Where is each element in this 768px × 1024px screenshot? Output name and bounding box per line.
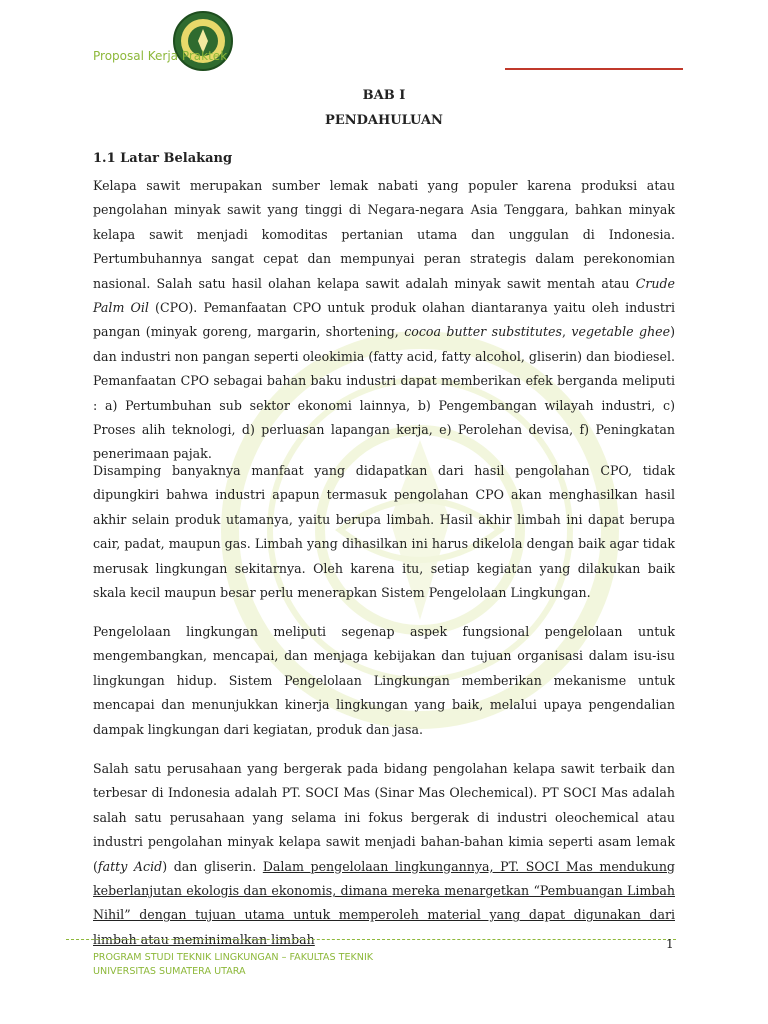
paragraph-4: Salah satu perusahaan yang bergerak pada bidang pengolahan kelapa sawit terbaik dan terbesar di Indonesia adalah PT. SOCI Mas (Sinar Mas Olechemical). PT SOCI Mas adalah salah satu perusahaan yang selama ini fokus bergerak di industri oleochemical atau industri pengolahan minyak kelapa sawit menjadi bahan-bahan kimia seperti asam lemak (fatty Acid) dan gliserin. Dalam pengelolaan lingkungannya, PT. SOCI Mas mendukung keberlanjutan ekologis dan ekonomis, dimana mereka menargetkan “Pembuangan Limbah Nihil” dengan tujuan utama untuk memperoleh material yang dapat digunakan dari limbah atau meminimalkan limbah bbox=[93, 761, 675, 947]
section-heading: 1.1 Latar Belakang bbox=[93, 151, 233, 166]
footer-university: UNIVERSITAS SUMATERA UTARA bbox=[93, 966, 246, 977]
chapter-title: PENDAHULUAN bbox=[325, 113, 443, 128]
paragraph-1: Kelapa sawit merupakan sumber lemak nabati yang populer karena produksi atau pengolahan minyak sawit yang tinggi di Negara-negara Asia Tenggara, bahkan minyak kelapa sawit menjadi komoditas pertanian utama dan unggulan di Indonesia. Pertumbuhannya sangat cepat dan mempunyai peran strategis dalam perekonomian nasional. Salah satu hasil olahan kelapa sawit adalah minyak sawit mentah atau Crude Palm Oil (CPO). Pemanfaatan CPO untuk produk olahan diantaranya yaitu oleh industri pangan (minyak goreng, margarin, shortening, cocoa butter substitutes, vegetable ghee) dan industri non pangan seperti oleokimia (fatty acid, fatty alcohol, gliserin) dan biodiesel. Pemanfaatan CPO sebagai bahan baku industri dapat memberikan efek berganda meliputi : a) Pertumbuhan sub sektor ekonomi lainnya, b) Pengembangan wilayah industri, c) Proses alih teknologi, d) perluasan lapangan kerja, e) Perolehan devisa, f) Peningkatan penerimaan pajak. bbox=[93, 178, 676, 462]
chapter-label: BAB I bbox=[362, 88, 406, 103]
footer-program: PROGRAM STUDI TEKNIK LINGKUNGAN – FAKULTAS TEKNIK bbox=[93, 952, 374, 963]
header-rule bbox=[505, 68, 683, 70]
page-number: 1 bbox=[666, 937, 674, 951]
paragraph-3: Pengelolaan lingkungan meliputi segenap aspek fungsional pengelolaan untuk mengembangkan, mencapai, dan menjaga kebijakan dan tujuan organisasi dalam isu-isu lingkungan hidup. Sistem Pengelolaan Lingkungan memberikan mekanisme untuk mencapai dan menunjukkan kinerja lingkungan yang baik, melalui upaya pengendalian dampak lingkungan dari kegiatan, produk dan jasa. bbox=[93, 624, 675, 737]
footer-divider bbox=[66, 939, 676, 940]
header-title: Proposal Kerja Praktek bbox=[93, 49, 228, 63]
paragraph-2: Disamping banyaknya manfaat yang didapatkan dari hasil pengolahan CPO, tidak dipungkiri bahwa industri apapun termasuk pengolahan CPO akan menghasilkan hasil akhir selain produk utamanya, yaitu berupa limbah. Hasil akhir limbah ini dapat berupa cair, padat, maupun gas. Limbah yang dihasilkan ini harus dikelola dengan baik agar tidak merusak lingkungan sekitarnya. Oleh karena itu, setiap kegiatan yang dilakukan baik skala kecil maupun besar perlu menerapkan Sistem Pengelolaan Lingkungan. bbox=[93, 463, 675, 601]
